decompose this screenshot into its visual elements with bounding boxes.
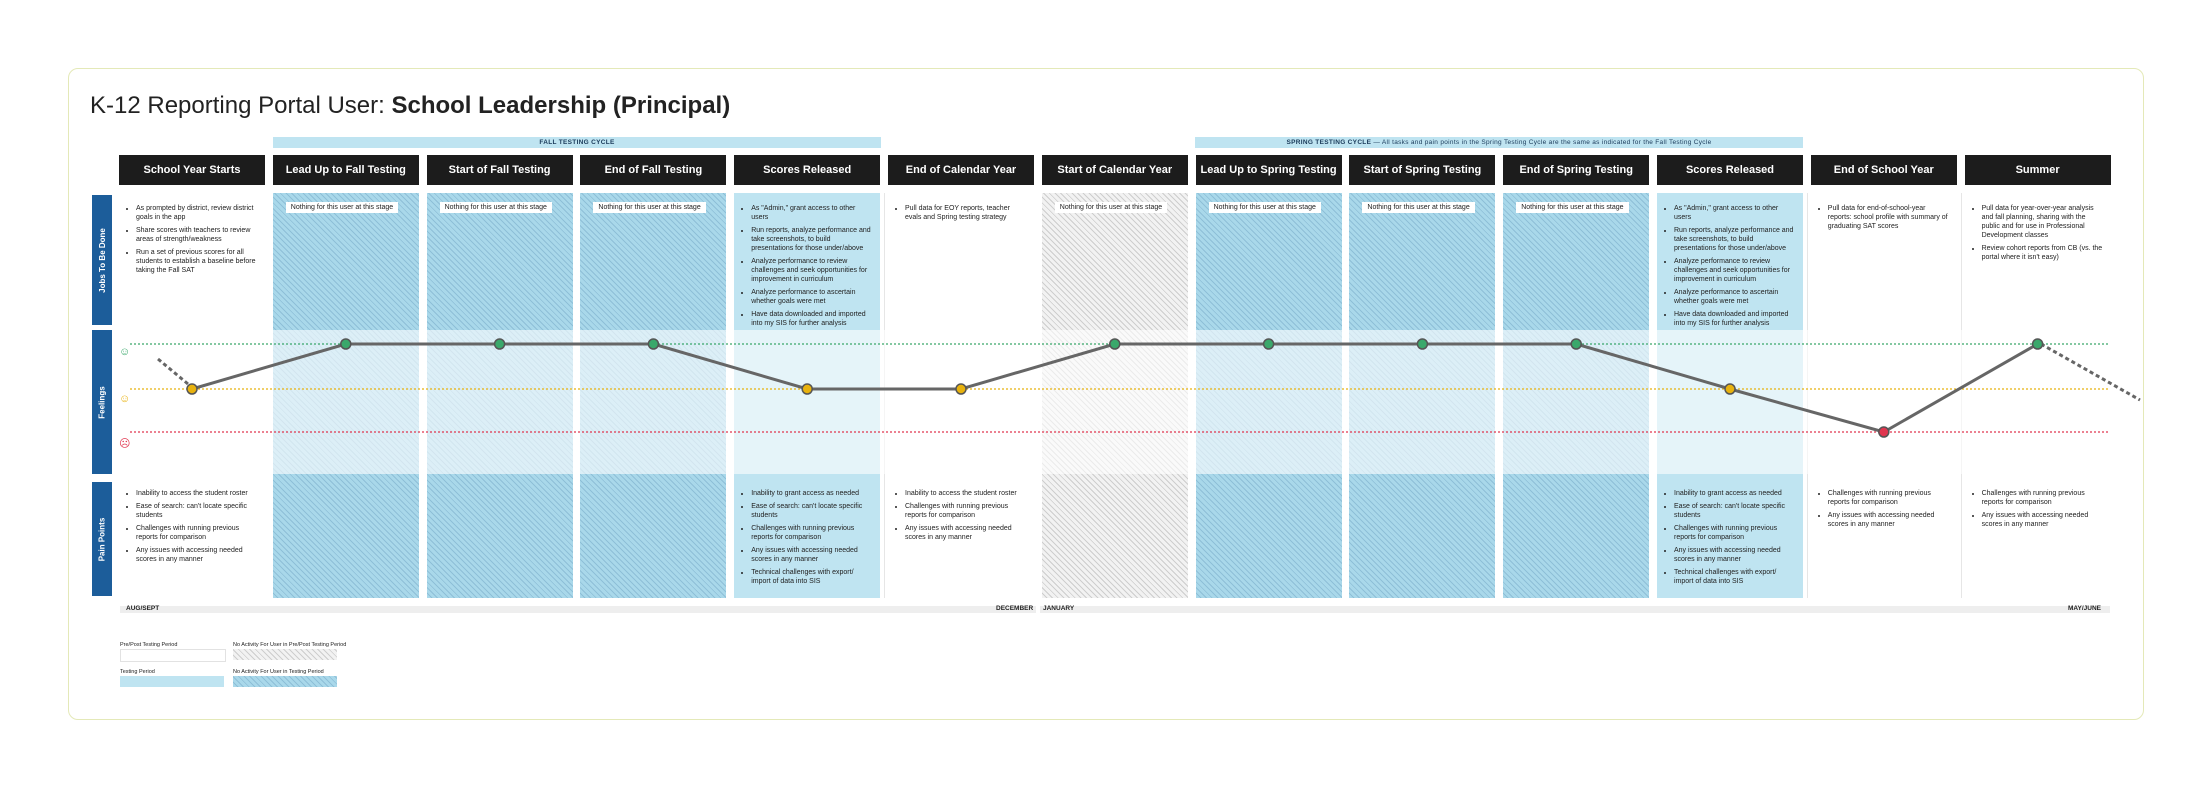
bullet-item: • Any issues with accessing needed scores in any manner — [1828, 511, 1950, 529]
legend-no-activity-prepost-label: No Activity For User in Pre/Post Testing Period — [233, 642, 347, 648]
bullet-item: • Run a set of previous scores for all students to establish a baseline before taking the Fall SAT — [136, 248, 258, 275]
bullet-item: • As "Admin," grant access to other users — [1674, 204, 1796, 222]
spring-band-note: — All tasks and pain points in the Spring Testing Cycle are the same as indicated for the Fall Testing Cycle — [1371, 139, 1712, 146]
bullet-item: • Review cohort reports from CB (vs. the portal where it isn't easy) — [1982, 244, 2104, 262]
legend-testing-swatch — [120, 676, 224, 687]
nothing-for-user-label: Nothing for this user at this stage — [440, 202, 552, 213]
timeline-january: JANUARY — [1043, 605, 1075, 612]
bullet-item: • Any issues with accessing needed scores in any manner — [751, 546, 873, 564]
exit-dashed-line — [2041, 344, 2140, 400]
feeling-point-happy — [1264, 339, 1274, 349]
bullet-item: • Challenges with running previous reports for comparison — [1674, 524, 1796, 542]
timeline-bar-second-half — [1040, 606, 2110, 613]
bullet-item: • Ease of search: can't locate specific students — [1674, 502, 1796, 520]
bullet-item: • Challenges with running previous reports for comparison — [136, 524, 258, 542]
bullet-item: • Have data downloaded and imported into my SIS for further analysis — [1674, 310, 1796, 328]
stage-header: Scores Released — [734, 155, 880, 185]
stage-header: Lead Up to Fall Testing — [273, 155, 419, 185]
nothing-for-user-label: Nothing for this user at this stage — [286, 202, 398, 213]
bullet-item: • As prompted by district, review district goals in the app — [136, 204, 258, 222]
bullet-item: • Pull data for end-of-school-year reports: school profile with summary of graduating SAT scores — [1828, 204, 1950, 231]
bullet-item: • Any issues with accessing needed scores in any manner — [136, 546, 258, 564]
nothing-for-user-label: Nothing for this user at this stage — [1516, 202, 1628, 213]
row-label-jobs-text: Jobs To Be Done — [97, 227, 107, 293]
bullet-item: • Analyze performance to review challenges and seek opportunities for improvement in curriculum — [751, 257, 873, 284]
bullet-item: • Any issues with accessing needed scores in any manner — [1982, 511, 2104, 529]
stage-header: Lead Up to Spring Testing — [1196, 155, 1342, 185]
feeling-point-sad — [1879, 427, 1889, 437]
bullet-item: • Any issues with accessing needed scores in any manner — [1674, 546, 1796, 564]
bullet-item: • Run reports, analyze performance and take screenshots, to build presentations for those under/above — [751, 226, 873, 253]
stage-header: Summer — [1965, 155, 2111, 185]
bullet-item: • Challenges with running previous reports for comparison — [905, 502, 1027, 520]
bullet-item: • Share scores with teachers to review areas of strength/weakness — [136, 226, 258, 244]
legend-prepost-swatch — [120, 649, 226, 662]
feeling-point-neutral — [187, 384, 197, 394]
bullet-item: • Have data downloaded and imported into my SIS for further analysis — [751, 310, 873, 328]
bullet-item: • Analyze performance to ascertain whether goals were met — [751, 288, 873, 306]
stage-header: End of School Year — [1811, 155, 1957, 185]
row-label-feelings-text: Feelings — [97, 385, 107, 419]
bullet-item: • Pull data for year-over-year analysis and fall planning, sharing with the public and for use in Professional Development classes — [1982, 204, 2104, 240]
nothing-for-user-label: Nothing for this user at this stage — [1362, 202, 1474, 213]
bullet-item: • Ease of search: can't locate specific students — [136, 502, 258, 520]
nothing-for-user-label: Nothing for this user at this stage — [1209, 202, 1321, 213]
feeling-point-happy — [1571, 339, 1581, 349]
bullet-item: • Inability to grant access as needed — [751, 489, 873, 498]
bullet-item: • As "Admin," grant access to other users — [751, 204, 873, 222]
row-label-pain-text: Pain Points — [97, 517, 107, 561]
stage-header: School Year Starts — [119, 155, 265, 185]
title-prefix: K-12 Reporting Portal User: — [90, 92, 392, 119]
bullet-item: • Inability to access the student roster — [136, 489, 258, 498]
fall-band-label: FALL TESTING CYCLE — [539, 139, 615, 146]
bullet-item: • Challenges with running previous reports for comparison — [1982, 489, 2104, 507]
stage-header: Start of Fall Testing — [427, 155, 573, 185]
happy-face-icon: ☺ — [119, 346, 131, 358]
legend-prepost-label: Pre/Post Testing Period — [120, 642, 178, 648]
feeling-point-happy — [495, 339, 505, 349]
legend-no-activity-prepost-swatch — [233, 649, 337, 660]
bullet-item: • Run reports, analyze performance and take screenshots, to build presentations for those under/above — [1674, 226, 1796, 253]
stage-header: Start of Calendar Year — [1042, 155, 1188, 185]
bullet-item: • Inability to grant access as needed — [1674, 489, 1796, 498]
stage-header: Start of Spring Testing — [1349, 155, 1495, 185]
legend-testing-label: Testing Period — [120, 669, 155, 675]
bullet-item: • Analyze performance to ascertain whether goals were met — [1674, 288, 1796, 306]
bullet-item: • Challenges with running previous reports for comparison — [751, 524, 873, 542]
nothing-for-user-label: Nothing for this user at this stage — [1055, 202, 1167, 213]
legend-no-activity-testing-label: No Activity For User in Testing Period — [233, 669, 324, 675]
legend-no-activity-testing-swatch — [233, 676, 337, 687]
stage-header: End of Spring Testing — [1503, 155, 1649, 185]
stage-header: End of Calendar Year — [888, 155, 1034, 185]
stage-header: Scores Released — [1657, 155, 1803, 185]
bullet-item: • Inability to access the student roster — [905, 489, 1027, 498]
bullet-item: • Pull data for EOY reports, teacher evals and Spring testing strategy — [905, 204, 1027, 222]
timeline-bar-first-half — [120, 606, 1036, 613]
stage-header: End of Fall Testing — [580, 155, 726, 185]
neutral-face-icon: ☺ — [119, 393, 131, 405]
feelings-line — [192, 344, 2038, 432]
title-bold: School Leadership (Principal) — [391, 92, 731, 119]
timeline-december: DECEMBER — [996, 605, 1034, 612]
bullet-item: • Analyze performance to review challenges and seek opportunities for improvement in curriculum — [1674, 257, 1796, 284]
timeline-may-june: MAY/JUNE — [2068, 605, 2101, 612]
feeling-point-happy — [2033, 339, 2043, 349]
feeling-point-happy — [1110, 339, 1120, 349]
bullet-item: • Ease of search: can't locate specific students — [751, 502, 873, 520]
spring-band-label: SPRING TESTING CYCLE — [1286, 139, 1372, 146]
nothing-for-user-label: Nothing for this user at this stage — [593, 202, 705, 213]
feeling-point-happy — [648, 339, 658, 349]
feeling-point-neutral — [802, 384, 812, 394]
feeling-point-happy — [1417, 339, 1427, 349]
feeling-point-neutral — [956, 384, 966, 394]
timeline-aug-sept: AUG/SEPT — [126, 605, 160, 612]
feeling-point-happy — [341, 339, 351, 349]
bullet-item: • Any issues with accessing needed scores in any manner — [905, 524, 1027, 542]
bullet-item: • Technical challenges with export/ import of data into SIS — [751, 568, 873, 586]
sad-face-icon: ☹ — [119, 438, 131, 450]
bullet-item: • Challenges with running previous reports for comparison — [1828, 489, 1950, 507]
bullet-item: • Technical challenges with export/ import of data into SIS — [1674, 568, 1796, 586]
feeling-point-neutral — [1725, 384, 1735, 394]
